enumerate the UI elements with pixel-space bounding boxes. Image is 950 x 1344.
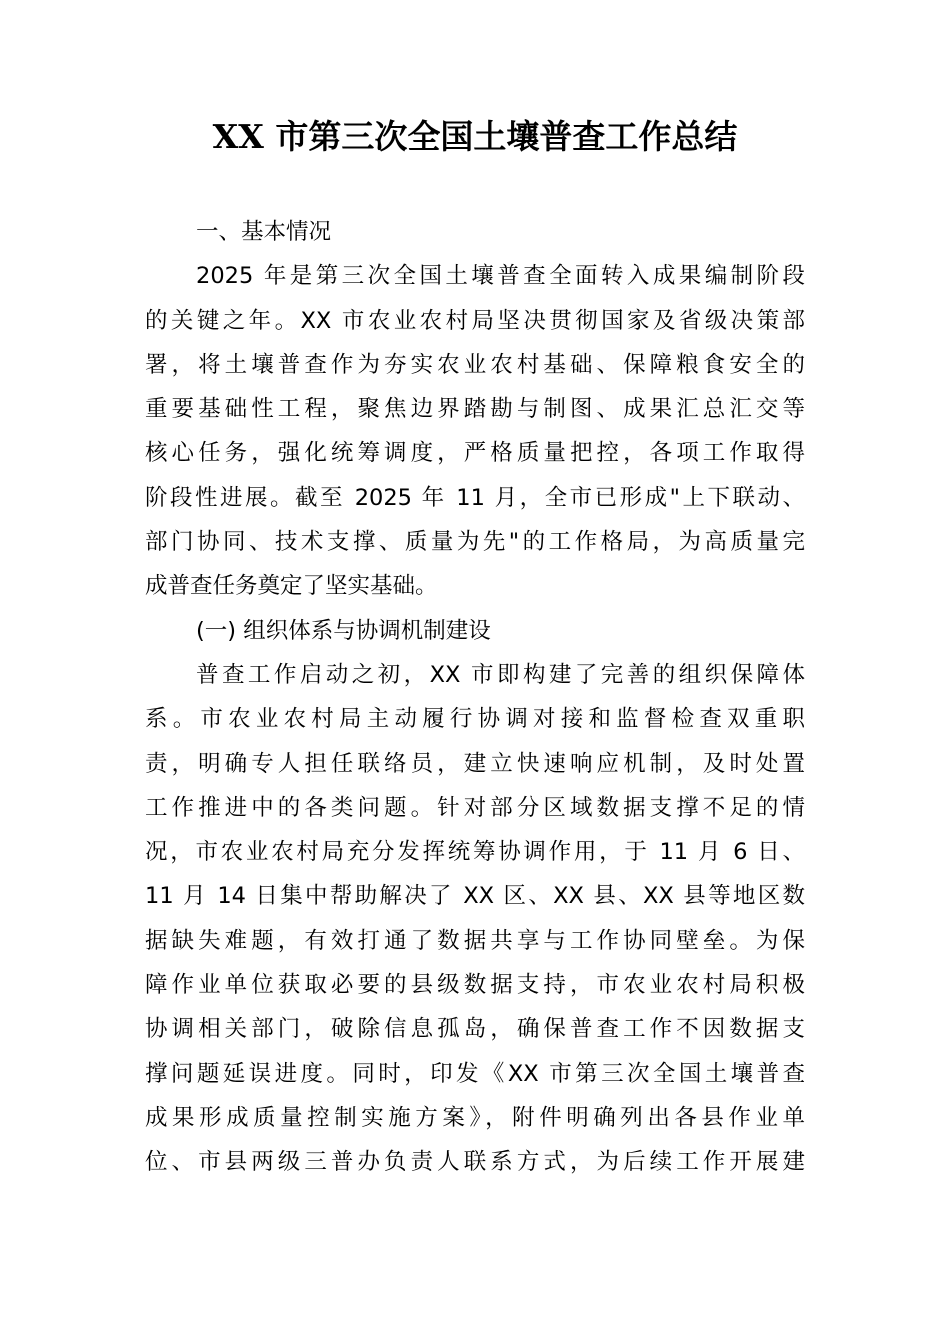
paragraph-line: 阶段性进展。截至 2025 年 11 月，全市已形成"上下联动、: [145, 484, 805, 511]
paragraph-line: 11 月 14 日集中帮助解决了 XX 区、XX 县、XX 县等地区数: [145, 883, 805, 910]
paragraph-line: 重要基础性工程，聚焦边界踏勘与制图、成果汇总汇交等: [145, 396, 805, 423]
document-body: [145, 210, 805, 1185]
paragraph-line: 责，明确专人担任联络员，建立快速响应机制，及时处置: [145, 750, 805, 777]
paragraph-line: 撑问题延误进度。同时，印发《XX 市第三次全国土壤普查: [145, 1060, 805, 1087]
paragraph-line: 核心任务，强化统筹调度，严格质量把控，各项工作取得: [145, 440, 805, 467]
paragraph-line: 的关键之年。XX 市农业农村局坚决贯彻国家及省级决策部: [145, 307, 805, 334]
paragraph-line: 署，将土壤普查作为夯实农业农村基础、保障粮食安全的: [145, 351, 805, 378]
paragraph-line: 况，市农业农村局充分发挥统筹协调作用，于 11 月 6 日、: [145, 839, 805, 866]
paragraph-line: 成普查任务奠定了坚实基础。: [145, 573, 438, 600]
subsection-heading-organization: (一) 组织体系与协调机制建设: [196, 617, 491, 644]
paragraph-line: 据缺失难题，有效打通了数据共享与工作协同壁垒。为保: [145, 927, 805, 954]
section-heading-basic-situation: 一、基本情况: [196, 219, 332, 245]
paragraph-line: 普查工作启动之初，XX 市即构建了完善的组织保障体: [196, 661, 805, 688]
paragraph-line: 2025 年是第三次全国土壤普查全面转入成果编制阶段: [196, 263, 805, 290]
paragraph-line: 协调相关部门，破除信息孤岛，确保普查工作不因数据支: [145, 1016, 805, 1043]
paragraph-overview: [145, 254, 805, 608]
paragraph-line: 工作推进中的各类问题。针对部分区域数据支撑不足的情: [145, 794, 805, 821]
paragraph-line: 成果形成质量控制实施方案》，附件明确列出各县作业单: [145, 1104, 805, 1131]
document-title: XX 市第三次全国土壤普查工作总结: [212, 117, 738, 156]
paragraph-line: 系。市农业农村局主动履行协调对接和监督检查双重职: [145, 706, 805, 733]
paragraph-line: 障作业单位获取必要的县级数据支持，市农业农村局积极: [145, 972, 805, 999]
paragraph-line: 位、市县两级三普办负责人联系方式，为后续工作开展建: [145, 1149, 805, 1176]
paragraph-line: 部门协同、技术支撑、质量为先"的工作格局，为高质量完: [145, 529, 805, 556]
paragraph-organization: [145, 653, 805, 1185]
